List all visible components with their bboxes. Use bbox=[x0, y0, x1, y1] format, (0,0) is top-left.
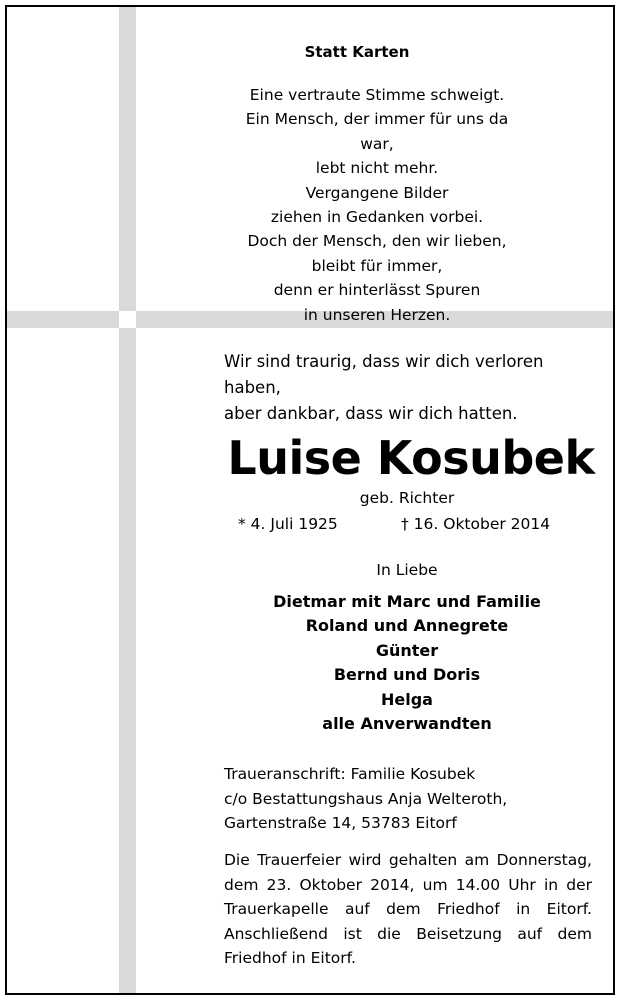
mourner-entry: Dietmar mit Marc und Familie bbox=[273, 592, 541, 611]
address-line: c/o Bestattungshaus Anja Welteroth, bbox=[224, 789, 508, 808]
obituary-frame bbox=[5, 5, 615, 995]
poem-line: bleibt für immer, bbox=[311, 256, 443, 275]
poem-line: Ein Mensch, der immer für uns da war, bbox=[245, 110, 509, 153]
ceremony-details bbox=[224, 848, 592, 971]
birth-date: * 4. Juli 1925 bbox=[238, 515, 338, 533]
deceased-name: Luise Kosubek bbox=[227, 431, 595, 485]
in-love-label: In Liebe bbox=[376, 561, 438, 579]
intro-line: Wir sind traurig, dass wir dich verloren haben, bbox=[224, 352, 544, 397]
mourner-entry: alle Anverwandten bbox=[322, 714, 492, 734]
cross-vertical-bar bbox=[119, 7, 136, 993]
mourner-entry: Günter bbox=[375, 640, 439, 660]
ceremony-line: Trauerkapelle auf dem Friedhof in Eitorf. bbox=[224, 900, 592, 918]
mourner-entry: Roland und Annegrete bbox=[305, 616, 509, 636]
poem-line: denn er hinterlässt Spuren bbox=[273, 281, 481, 300]
ceremony-line: Friedhof in Eitorf. bbox=[224, 949, 356, 967]
poem-line: lebt nicht mehr. bbox=[315, 159, 439, 178]
ceremony-line: Anschließend ist die Beisetzung auf dem bbox=[224, 924, 592, 943]
poem-line: Doch der Mensch, den wir lieben, bbox=[247, 232, 507, 251]
ceremony-line: dem 23. Oktober 2014, um 14.00 Uhr in der bbox=[224, 875, 592, 894]
address-line: Gartenstraße 14, 53783 Eitorf bbox=[224, 814, 457, 832]
death-date: † 16. Oktober 2014 bbox=[401, 515, 551, 533]
mourners-list bbox=[227, 590, 587, 736]
address-line: Traueranschrift: Familie Kosubek bbox=[224, 765, 476, 783]
mourning-address bbox=[224, 762, 604, 836]
cross-center-gap bbox=[119, 311, 136, 328]
intro-text bbox=[224, 349, 604, 427]
memorial-poem bbox=[227, 83, 527, 327]
mourner-entry: Bernd und Doris bbox=[333, 665, 481, 685]
birth-name: geb. Richter bbox=[359, 489, 455, 507]
ceremony-line: Die Trauerfeier wird gehalten am Donnerstag, bbox=[224, 851, 592, 869]
poem-line: in unseren Herzen. bbox=[303, 305, 451, 324]
poem-line: ziehen in Gedanken vorbei. bbox=[270, 208, 484, 227]
mourner-entry: Helga bbox=[381, 689, 433, 709]
heading-statt-karten: Statt Karten bbox=[304, 43, 410, 61]
poem-line: Eine vertraute Stimme schweigt. bbox=[249, 86, 505, 104]
poem-line: Vergangene Bilder bbox=[305, 183, 449, 202]
intro-line: aber dankbar, dass wir dich hatten. bbox=[224, 404, 518, 423]
